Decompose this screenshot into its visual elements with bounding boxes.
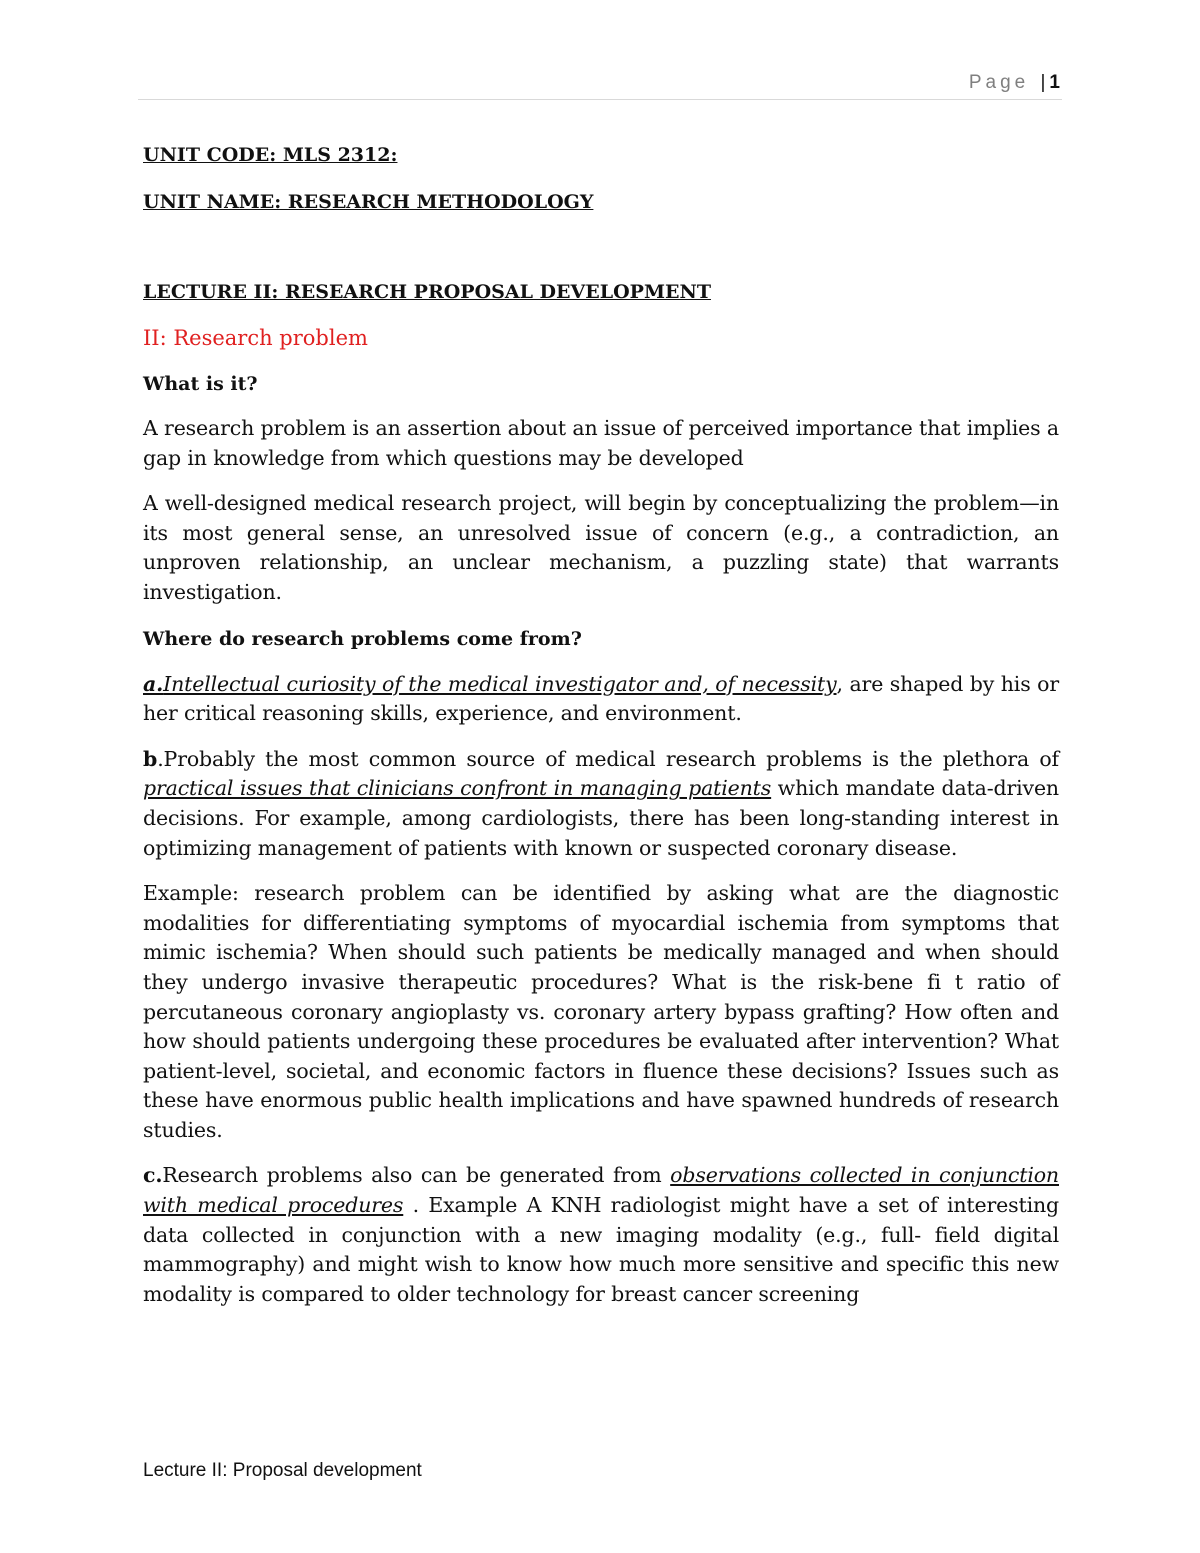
question-what-is-it: What is it? xyxy=(143,373,258,395)
text-c-start: Research problems also can be generated from xyxy=(162,1163,671,1188)
paragraph-example: Example: research problem can be identified by asking what are the diagnostic modalities for differentiating symptoms of myocardial ischemia from symptoms that mimic ischemia? When should such patients be medically managed and when should they undergo invasive therapeutic procedures? What is the risk-bene fi t ratio of percutaneous coronary angioplasty vs. coronary artery bypass grafting? How often and how should patients undergoing these procedures be evaluated after intervention? What patient-level, societal, and economic factors in fluence these decisions? Issues such as these have enormous public health implications and have spawned hundreds of research studies. xyxy=(143,881,1059,1142)
underlined-a: Intellectual curiosity of the medical investigator and, of necessity xyxy=(163,671,837,696)
section-title: II: Research problem xyxy=(143,326,368,350)
page-word: Page xyxy=(968,72,1030,93)
paragraph-b xyxy=(143,745,1059,863)
underlined-b: practical issues that clinicians confront in managing patients xyxy=(143,776,772,801)
lecture-title: LECTURE II: RESEARCH PROPOSAL DEVELOPMENT xyxy=(143,281,711,303)
marker-c: c. xyxy=(143,1163,163,1188)
paragraph-a xyxy=(143,670,1059,729)
text-a: , are shaped by his or her critical reasoning skills, experience, and environment. xyxy=(143,671,1059,726)
text-b-rest: which mandate data-driven decisions. For example, among cardiologists, there has been long-standing interest in optimizing management of patients with known or suspected coronary disease. xyxy=(143,776,1059,860)
page-header xyxy=(138,72,1062,100)
underlined-c: observations collected in conjunction with medical procedures xyxy=(143,1163,1059,1218)
document-body xyxy=(143,140,1059,1309)
paragraph-definition: A research problem is an assertion about an issue of perceived importance that implies a gap in knowledge from which questions may be developed xyxy=(143,416,1059,470)
text-b-start: .Probably the most common source of medical research problems is the plethora of xyxy=(157,746,1059,771)
paragraph-c xyxy=(143,1161,1059,1309)
unit-name-heading: UNIT NAME: RESEARCH METHODOLOGY xyxy=(143,191,594,213)
page-number-label: Page | 1 xyxy=(968,72,1060,93)
unit-code-heading: UNIT CODE: MLS 2312: xyxy=(143,144,398,166)
marker-a: a. xyxy=(143,671,164,696)
marker-b: b xyxy=(143,746,158,771)
text-c-rest: . Example A KNH radiologist might have a set of interesting data collected in conjunction with a new imaging modality (e.g., full- field digital mammography) and might wish to know how much more sensitive and specific this new modality is compared to older technology for breast cancer screening xyxy=(143,1193,1060,1306)
page-footer: Lecture II: Proposal development xyxy=(143,1460,422,1481)
page-number: 1 xyxy=(1049,72,1060,93)
question-where-from: Where do research problems come from? xyxy=(143,627,582,650)
paragraph-well-designed: A well-designed medical research project, will begin by conceptualizing the problem—in its most general sense, an unresolved issue of concern (e.g., a contradiction, an unproven relationship, an unclear mechanism, a puzzling state) that warrants investigation. xyxy=(143,491,1059,604)
